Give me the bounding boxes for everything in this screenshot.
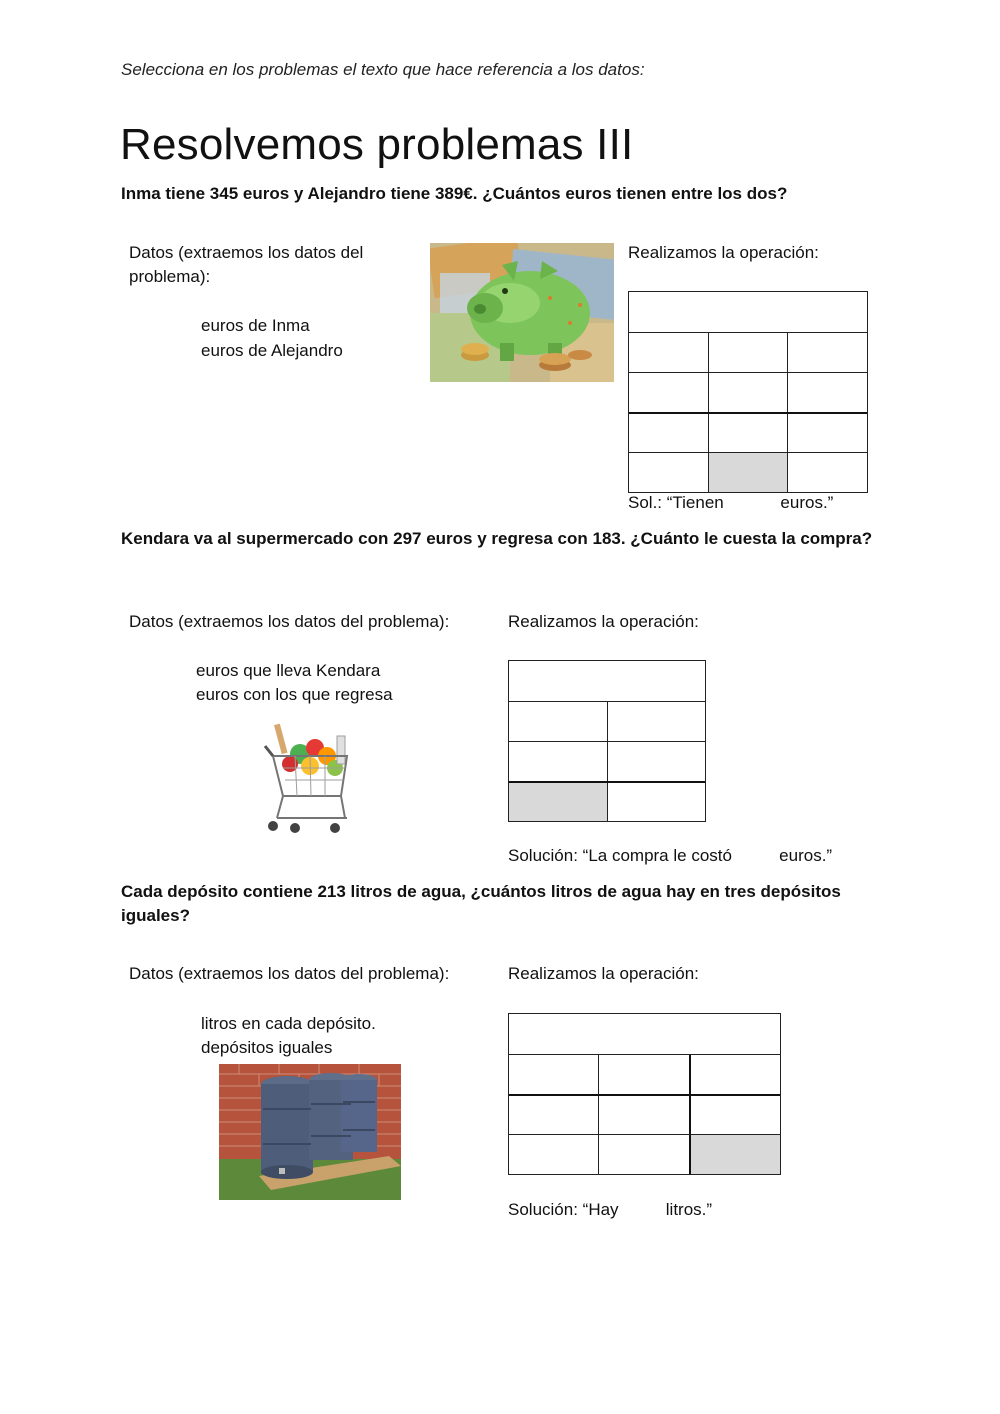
grid-row — [509, 1134, 780, 1174]
problem-3-question[interactable]: Cada depósito contiene 213 litros de agua, ¿cuántos litros de agua hay en tres depósitos iguales? — [121, 882, 841, 925]
grid-cell[interactable] — [787, 453, 867, 492]
problem-2-dato-2[interactable]: euros con los que regresa — [196, 685, 393, 704]
grid-cell[interactable] — [509, 702, 607, 741]
grid-cell[interactable] — [787, 373, 867, 412]
grid-cell[interactable] — [598, 1135, 688, 1174]
page-title: Resolvemos problemas III — [120, 120, 634, 169]
problem-2-solution[interactable]: Solución: “La compra le costó euros.” — [508, 846, 833, 865]
problem-3-dato-1[interactable]: litros en cada depósito. — [201, 1014, 376, 1033]
grid-cell[interactable] — [607, 742, 706, 781]
grid-row — [509, 1094, 780, 1134]
grid-cell[interactable] — [509, 1096, 598, 1134]
grid-cell[interactable] — [607, 783, 706, 821]
problem-1-question[interactable]: Inma tiene 345 euros y Alejandro tiene 389€. ¿Cuántos euros tienen entre los dos? — [121, 184, 788, 203]
grid-cell[interactable] — [629, 333, 708, 372]
problem-1-dato-1[interactable]: euros de Inma — [201, 316, 310, 335]
grid-row — [509, 701, 705, 741]
grid-cell-shaded — [509, 783, 607, 821]
problem-3-datos-label: Datos (extraemos los datos del problema): — [129, 964, 450, 983]
grid-cell[interactable] — [509, 1135, 598, 1174]
grid-header-row[interactable] — [509, 1014, 780, 1054]
grid-cell[interactable] — [509, 742, 607, 781]
grid-cell[interactable] — [598, 1055, 688, 1094]
grid-row — [509, 741, 705, 781]
problem-2-operation-label: Realizamos la operación: — [508, 612, 699, 631]
grid-cell[interactable] — [708, 414, 788, 452]
problem-2-question[interactable]: Kendara va al supermercado con 297 euros y regresa con 183. ¿Cuánto le cuesta la compra? — [121, 529, 873, 548]
grid-header-row[interactable] — [509, 661, 705, 701]
instruction: Selecciona en los problemas el texto que hace referencia a los datos: — [121, 60, 645, 79]
problem-1-operation-grid[interactable] — [628, 291, 868, 493]
grid-cell[interactable] — [787, 333, 867, 372]
grid-row — [629, 452, 867, 492]
problem-3-operation-label: Realizamos la operación: — [508, 964, 699, 983]
grid-row — [629, 372, 867, 412]
grid-cell[interactable] — [629, 453, 708, 492]
grid-cell[interactable] — [607, 702, 706, 741]
grid-cell[interactable] — [708, 333, 788, 372]
shopping-cart-image — [255, 716, 365, 838]
grid-row — [629, 332, 867, 372]
problem-1-operation-label: Realizamos la operación: — [628, 243, 819, 262]
grid-cell-shaded — [689, 1135, 780, 1174]
problem-3-solution[interactable]: Solución: “Hay litros.” — [508, 1200, 713, 1219]
grid-cell[interactable] — [509, 1055, 598, 1094]
problem-1-datos-label: Datos (extraemos los datos del problema): — [129, 243, 364, 286]
piggy-bank-image — [430, 243, 614, 382]
problem-2-operation-grid[interactable] — [508, 660, 706, 822]
problem-3-dato-2[interactable]: depósitos iguales — [201, 1038, 333, 1057]
problem-2-dato-1[interactable]: euros que lleva Kendara — [196, 661, 381, 680]
grid-cell[interactable] — [629, 373, 708, 412]
grid-cell[interactable] — [629, 292, 867, 332]
problem-1-solution[interactable]: Sol.: “Tienen euros.” — [628, 493, 834, 512]
grid-cell[interactable] — [509, 1014, 780, 1054]
problem-3-operation-grid[interactable] — [508, 1013, 781, 1175]
grid-header-row[interactable] — [629, 292, 867, 332]
problem-1-dato-2[interactable]: euros de Alejandro — [201, 341, 343, 360]
problem-2-datos-label: Datos (extraemos los datos del problema): — [129, 612, 450, 631]
grid-cell[interactable] — [689, 1096, 780, 1134]
grid-cell[interactable] — [509, 661, 705, 701]
grid-row — [509, 1054, 780, 1094]
grid-row — [509, 781, 705, 821]
grid-cell[interactable] — [598, 1096, 688, 1134]
grid-cell[interactable] — [629, 414, 708, 452]
grid-cell[interactable] — [708, 373, 788, 412]
grid-cell-shaded — [708, 453, 788, 492]
grid-cell[interactable] — [787, 414, 867, 452]
grid-cell[interactable] — [689, 1055, 780, 1094]
water-barrels-image — [219, 1064, 401, 1200]
grid-row — [629, 412, 867, 452]
